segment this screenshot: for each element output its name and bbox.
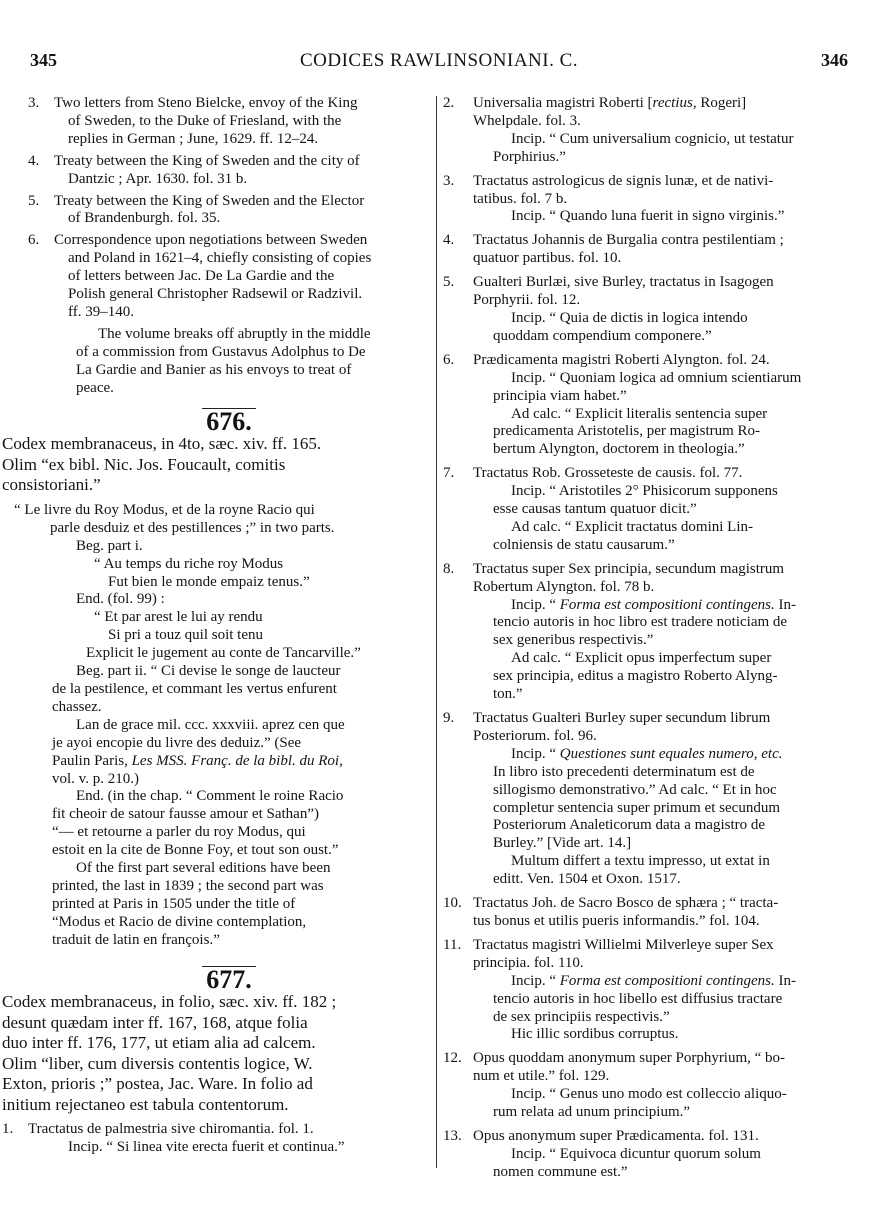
list-item bbox=[443, 274, 855, 346]
item-subline: Incip. “ Genus uno modo est colleccio aliquo- bbox=[511, 1086, 787, 1103]
list-item bbox=[443, 1050, 855, 1122]
note-line: peace. bbox=[76, 379, 114, 396]
note-line: The volume breaks off abruptly in the middle bbox=[98, 325, 371, 342]
volume-note bbox=[28, 326, 430, 398]
item-subline: Incip. “ Forma est compositioni contingens. In- bbox=[511, 596, 796, 613]
item-line: Tractatus Joh. de Sacro Bosco de sphæra ; “ tracta- bbox=[473, 895, 779, 912]
item-subline: Multum differt a textu impresso, ut extat in bbox=[511, 853, 770, 870]
item-line: Treaty between the King of Sweden and the city of bbox=[54, 152, 360, 169]
end-part-2: End. (in the chap. “ Comment le roine Racio bbox=[76, 788, 344, 805]
beg-part-2: Beg. part ii. “ Ci devise le songe de laucteur bbox=[76, 663, 341, 680]
item-line: Opus anonymum super Prædicamenta. fol. 131. bbox=[473, 1127, 759, 1144]
codex-677-item-1 bbox=[2, 1121, 430, 1157]
item-number: 13. bbox=[443, 1127, 462, 1144]
item-line: and Poland in 1621–4, chiefly consisting of copies bbox=[68, 250, 372, 267]
item-subline: editt. Ven. 1504 et Oxon. 1517. bbox=[493, 871, 681, 888]
verse-line: “ Et par arest le lui ay rendu bbox=[94, 609, 263, 626]
verse-line: Si pri a touz quil soit tenu bbox=[108, 627, 263, 644]
list-item bbox=[443, 232, 855, 268]
item-number: 9. bbox=[443, 710, 455, 726]
item-line: Polish general Christopher Radsewil or Radzivil. bbox=[68, 286, 363, 303]
right-column bbox=[443, 95, 855, 1188]
item-line: Tractatus Rob. Grosseteste de causis. fol. 77. bbox=[473, 465, 743, 482]
verse-line: “ Au temps du riche roy Modus bbox=[94, 555, 284, 572]
item-line: ff. 39–140. bbox=[68, 303, 134, 320]
list-item bbox=[443, 352, 855, 459]
editions-line: traduit de latin en françois.” bbox=[52, 931, 220, 948]
codex-desc-line: Olim “liber, cum diversis contentis logice, W. bbox=[2, 1053, 313, 1073]
list-item bbox=[28, 153, 430, 189]
item-line: Two letters from Steno Bielcke, envoy of the King bbox=[54, 95, 358, 111]
right-item-list bbox=[443, 95, 855, 1182]
list-item bbox=[443, 173, 855, 227]
item-subline: Ad calc. “ Explicit literalis sentencia super bbox=[511, 405, 768, 422]
item-number: 5. bbox=[28, 192, 40, 209]
item-number: 6. bbox=[28, 232, 40, 249]
list-item bbox=[28, 193, 430, 229]
page-header bbox=[30, 50, 848, 80]
list-item bbox=[443, 710, 855, 889]
item-subline: sillogismo demonstrativo.” Ad calc. “ Et in hoc bbox=[493, 781, 777, 798]
item-line: Opus quoddam anonymum super Porphyrium, “ bo- bbox=[473, 1050, 786, 1067]
running-title: CODICES RAWLINSONIANI. C. bbox=[299, 50, 579, 71]
item-subline: rum relata ad unum principium.” bbox=[493, 1104, 691, 1121]
item-subline: Burley.” [Vide art. 14.] bbox=[493, 835, 632, 852]
item-subline: Incip. “ Quia de dictis in logica intendo bbox=[511, 309, 748, 326]
item-subline: Incip. “ Forma est compositioni contingens. In- bbox=[511, 972, 796, 989]
codex-desc-line: duo inter ff. 176, 177, ut etiam alia ad calcem. bbox=[2, 1033, 316, 1053]
item-subline: colniensis de statu causarum.” bbox=[493, 536, 675, 553]
item-line: Tractatus Johannis de Burgalia contra pestilentiam ; bbox=[473, 232, 784, 249]
beg-part-1: Beg. part i. bbox=[76, 537, 143, 554]
item-subline: Porphirius.” bbox=[493, 148, 566, 165]
item-subline: ton.” bbox=[493, 686, 523, 703]
item-subline: bertum Alyngton, doctorem in theologia.” bbox=[493, 441, 745, 458]
item-line: of Brandenburgh. fol. 35. bbox=[68, 210, 221, 227]
item-line: Posteriorum. fol. 96. bbox=[473, 727, 597, 744]
codex-676-contents bbox=[14, 502, 430, 950]
item-line: Tractatus Gualteri Burley super secundum librum bbox=[473, 710, 771, 726]
item-line: Prædicamenta magistri Roberti Alyngton. fol. 24. bbox=[473, 351, 770, 368]
item-subline: Incip. “ Quoniam logica ad omnium scientiarum bbox=[511, 369, 802, 386]
codex-desc-line: consistoriani.” bbox=[2, 475, 101, 495]
item-subline: Ad calc. “ Explicit opus imperfectum super bbox=[511, 650, 772, 667]
item-line: Tractatus super Sex principia, secundum magistrum bbox=[473, 560, 785, 577]
item-subline: Incip. “ Questiones sunt equales numero, etc. bbox=[511, 745, 783, 762]
item-number: 4. bbox=[443, 232, 455, 249]
item-subline: esse causas tantum quatuor dicit.” bbox=[493, 501, 697, 518]
beg-part-2: de la pestilence, et commant les vertus enfurent bbox=[52, 680, 337, 697]
list-item bbox=[443, 465, 855, 555]
list-item bbox=[443, 561, 855, 704]
item-number: 6. bbox=[443, 351, 455, 368]
codex-desc-line: initium rejectaneo est tabula contentorum. bbox=[2, 1094, 289, 1114]
item-number: 3. bbox=[443, 172, 455, 189]
page-number-left: 345 bbox=[30, 50, 57, 70]
item-number: 2. bbox=[443, 95, 455, 111]
list-item bbox=[443, 895, 855, 931]
item-subline: principia viam habet.” bbox=[493, 387, 627, 404]
item-line: Correspondence upon negotiations between Sweden bbox=[54, 232, 368, 249]
item-subline: Ad calc. “ Explicit tractatus domini Lin- bbox=[511, 518, 754, 535]
item-line: quatuor partibus. fol. 10. bbox=[473, 250, 622, 267]
item-subline: tencio autoris in hoc libello est diffusius tractare bbox=[493, 990, 783, 1007]
item-line: Robertum Alyngton. fol. 78 b. bbox=[473, 578, 655, 595]
work-title-line: “ Le livre du Roy Modus, et de la royne Racio qui bbox=[14, 501, 315, 518]
editions-line: “Modus et Racio de divine contemplation, bbox=[52, 913, 307, 930]
page-number-right: 346 bbox=[821, 50, 848, 70]
list-item bbox=[443, 937, 855, 1044]
item-subline: nomen commune est.” bbox=[493, 1163, 628, 1180]
codex-desc-line: Olim “ex bibl. Nic. Jos. Foucault, comitis bbox=[2, 454, 286, 474]
lan-line: je ayoi encopie du livre des deduiz.” (See bbox=[52, 734, 302, 751]
item-line: Treaty between the King of Sweden and the Elector bbox=[54, 192, 365, 209]
item-subline: Hic illic sordibus corruptus. bbox=[511, 1026, 679, 1043]
codex-desc-line: Codex membranaceus, in folio, sæc. xiv. ff. 182 ; bbox=[2, 992, 337, 1012]
item-subline: Incip. “ Equivoca dicuntur quorum solum bbox=[511, 1145, 761, 1162]
note-line: La Gardie and Banier as his envoys to treat of bbox=[76, 361, 352, 378]
item-line: Tractatus magistri Willielmi Milverleye super Sex bbox=[473, 936, 774, 953]
item-number: 8. bbox=[443, 560, 455, 577]
item-number: 3. bbox=[28, 95, 40, 111]
item-subline: tencio autoris in hoc libro est tradere noticiam de bbox=[493, 614, 788, 631]
item-line: replies in German ; June, 1629. ff. 12–24. bbox=[68, 130, 319, 147]
item-subline: Incip. “ Aristotiles 2° Phisicorum supponens bbox=[511, 483, 778, 500]
item-subline: In libro isto precedenti determinatum est de bbox=[493, 763, 755, 780]
item-incipit: Incip. “ Si linea vite erecta fuerit et continua.” bbox=[68, 1139, 345, 1156]
item-subline: de sex principiis respectivis.” bbox=[493, 1008, 670, 1025]
item-number: 11. bbox=[443, 936, 462, 953]
editions-line: Of the first part several editions have been bbox=[76, 860, 331, 877]
item-line: Tractatus astrologicus de signis lunæ, et de nativi- bbox=[473, 172, 774, 189]
item-subline: predicamenta Aristotelis, per magistrum Ro- bbox=[493, 423, 761, 440]
codex-676-description bbox=[2, 434, 430, 496]
item-line: num et utile.” fol. 129. bbox=[473, 1068, 610, 1085]
citation-line bbox=[14, 753, 430, 771]
list-item bbox=[28, 232, 430, 322]
item-number: 5. bbox=[443, 274, 455, 291]
item-subline: Incip. “ Cum universalium cognicio, ut testatur bbox=[511, 130, 794, 147]
end-part-2: “— et retourne a parler du roy Modus, qui bbox=[52, 824, 306, 841]
item-number: 12. bbox=[443, 1050, 462, 1067]
editions-line: printed at Paris in 1505 under the title of bbox=[52, 895, 296, 912]
left-column bbox=[2, 95, 430, 1157]
item-subline: Posteriorum Analeticorum data a magistro de bbox=[493, 817, 766, 834]
codex-677-description bbox=[2, 992, 430, 1115]
list-item bbox=[443, 95, 855, 167]
explicit-line: Explicit le jugement au conte de Tancarville.” bbox=[86, 645, 361, 662]
item-line: tus bonus et utilis pueris informandis.” fol. 104. bbox=[473, 912, 760, 929]
end-part-2: fit cheoir de satour fausse amour et Sathan”) bbox=[52, 806, 319, 823]
item-subline: quoddam compendium componere.” bbox=[493, 327, 712, 344]
codex-desc-line: Exton, prioris ;” postea, Jac. Ware. In folio ad bbox=[2, 1074, 313, 1094]
item-line: principia. fol. 110. bbox=[473, 954, 584, 971]
citation-title: Les MSS. Franç. de la bibl. du Roi, bbox=[131, 752, 343, 769]
item-number: 4. bbox=[28, 152, 40, 169]
item-number: 1. bbox=[2, 1121, 14, 1138]
codex-desc-line: desunt quædam inter ff. 167, 168, atque folia bbox=[2, 1012, 308, 1032]
item-subline: Incip. “ Quando luna fuerit in signo virginis.” bbox=[511, 208, 785, 225]
item-line: Dantzic ; Apr. 1630. fol. 31 b. bbox=[68, 170, 248, 187]
item-number: 10. bbox=[443, 895, 462, 912]
codex-number-677: 677. bbox=[206, 964, 252, 994]
editions-line: printed, the last in 1839 ; the second part was bbox=[52, 877, 324, 894]
codex-desc-line: Codex membranaceus, in 4to, sæc. xiv. ff. 165. bbox=[2, 434, 322, 454]
item-line: Gualteri Burlæi, sive Burley, tractatus in Isagogen bbox=[473, 274, 774, 291]
end-part-1: End. (fol. 99) : bbox=[76, 591, 165, 608]
end-part-2: estoit en la cite de Bonne Foy, et tout son oust.” bbox=[52, 842, 339, 859]
item-line: Universalia magistri Roberti [rectius, Rogeri] bbox=[473, 95, 747, 111]
list-item bbox=[443, 1128, 855, 1182]
item-line: of Sweden, to the Duke of Friesland, with the bbox=[68, 112, 342, 129]
note-line: of a commission from Gustavus Adolphus to De bbox=[76, 343, 366, 360]
beg-part-2: chassez. bbox=[52, 698, 102, 715]
list-item bbox=[28, 95, 430, 149]
item-line: of letters between Jac. De La Gardie and the bbox=[68, 268, 335, 285]
left-item-list bbox=[28, 95, 430, 322]
item-line: Whelpdale. fol. 3. bbox=[473, 112, 581, 129]
item-line: Porphyrii. fol. 12. bbox=[473, 292, 581, 309]
lan-line: Lan de grace mil. ccc. xxxviii. aprez cen que bbox=[76, 716, 345, 733]
item-title: Tractatus de palmestria sive chiromantia. fol. 1. bbox=[28, 1121, 314, 1138]
citation-volume: vol. v. p. 210.) bbox=[52, 770, 139, 787]
item-line: tatibus. fol. 7 b. bbox=[473, 190, 568, 207]
citation-author: Paulin Paris, bbox=[52, 752, 132, 769]
item-subline: sex principia, editus a magistro Roberto Alyng- bbox=[493, 668, 778, 685]
item-subline: completur sentencia super primum et secundum bbox=[493, 799, 780, 816]
work-title-line: parle desduiz et des pestillences ;” in two parts. bbox=[50, 519, 335, 536]
codex-number-676: 676. bbox=[206, 406, 252, 436]
verse-line: Fut bien le monde empaiz tenus.” bbox=[108, 573, 310, 590]
column-divider bbox=[436, 96, 437, 1168]
item-number: 7. bbox=[443, 465, 455, 482]
item-subline: sex generibus respectivis.” bbox=[493, 632, 654, 649]
